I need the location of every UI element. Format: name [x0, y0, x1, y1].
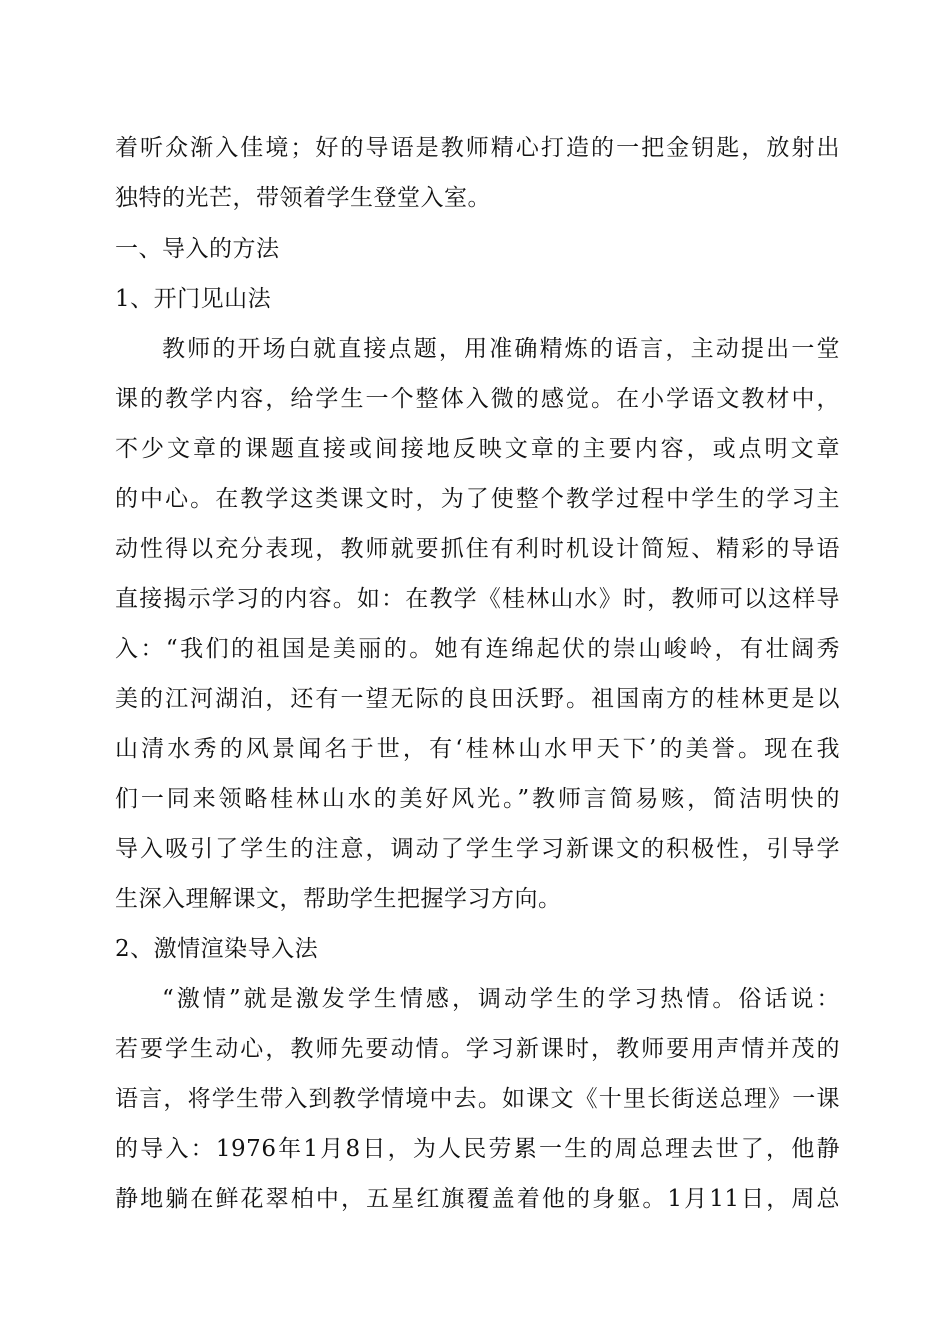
text-line: 着听众渐入佳境；好的导语是教师精心打造的一把金钥匙，放射出 — [115, 135, 840, 161]
subsection-heading: 2、激情渲染导入法 — [115, 936, 319, 962]
text-line: 们一同来领略桂林山水的美好风光。”教师言简易赅，简洁明快的 — [115, 786, 840, 812]
subsection-heading: 1、开门见山法 — [115, 286, 272, 312]
text-line: 入：“我们的祖国是美丽的。她有连绵起伏的崇山峻岭，有壮阔秀 — [115, 636, 840, 662]
text-line: 美的江河湖泊，还有一望无际的良田沃野。祖国南方的桂林更是以 — [115, 686, 840, 712]
paragraph-first-line: 教师的开场白就直接点题，用准确精炼的语言，主动提出一堂 — [162, 336, 840, 362]
text-line: 独特的光芒，带领着学生登堂入室。 — [115, 185, 491, 211]
text-line: 导入吸引了学生的注意，调动了学生学习新课文的积极性，引导学 — [115, 836, 840, 862]
text-line: 生深入理解课文，帮助学生把握学习方向。 — [115, 886, 562, 912]
text-line: 动性得以充分表现，教师就要抓住有利时机设计简短、精彩的导语 — [115, 536, 840, 562]
paragraph-first-line: “激情”就是激发学生情感，调动学生的学习热情。俗话说： — [162, 986, 840, 1012]
text-line: 直接揭示学习的内容。如：在教学《桂林山水》时，教师可以这样导 — [115, 586, 840, 612]
text-line: 若要学生动心，教师先要动情。学习新课时，教师要用声情并茂的 — [115, 1036, 840, 1062]
text-line: 不少文章的课题直接或间接地反映文章的主要内容，或点明文章 — [115, 436, 840, 462]
text-line: 山清水秀的风景闻名于世，有‘桂林山水甲天下’的美誉。现在我 — [115, 736, 840, 762]
text-line: 语言，将学生带入到教学情境中去。如课文《十里长街送总理》一课 — [115, 1086, 840, 1112]
section-heading: 一、导入的方法 — [115, 236, 280, 262]
text-line: 课的教学内容，给学生一个整体入微的感觉。在小学语文教材中， — [115, 386, 840, 412]
text-line: 静地躺在鲜花翠柏中，五星红旗覆盖着他的身躯。1月11日，周总 — [115, 1186, 840, 1212]
text-line: 的导入：1976年1月8日，为人民劳累一生的周总理去世了，他静 — [115, 1136, 840, 1162]
text-line: 的中心。在教学这类课文时，为了使整个教学过程中学生的学习主 — [115, 486, 840, 512]
